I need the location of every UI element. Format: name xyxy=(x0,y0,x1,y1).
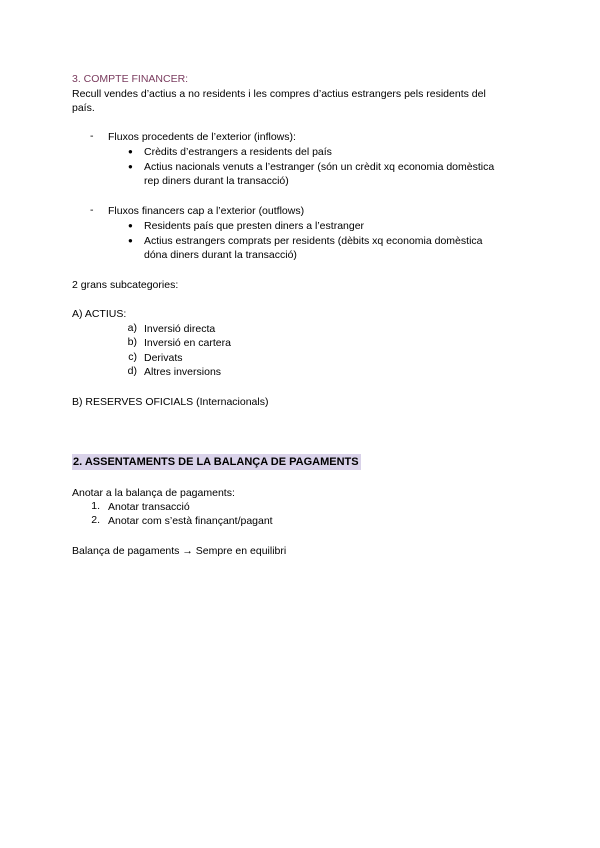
outflows-label: Fluxos financers cap a l’exterior (outflows) xyxy=(108,205,305,217)
dash-marker: - xyxy=(90,130,94,142)
actius-item: Inversió en cartera xyxy=(144,337,231,349)
step-item: Anotar com s’està finançant/pagant xyxy=(108,515,273,527)
inflows-item-2-line-2: rep diners durant la transacció) xyxy=(144,175,289,187)
reserves-label: B) RESERVES OFICIALS (Internacionals) xyxy=(72,396,269,408)
bullet-marker: ● xyxy=(128,221,133,230)
bullet-marker: ● xyxy=(128,236,133,245)
inflows-item-2-line-1: Actius nacionals venuts a l’estranger (són un crèdit xq economia domèstica xyxy=(144,161,495,173)
list-marker: 1. xyxy=(91,500,100,512)
section-3-title: 3. COMPTE FINANCER: xyxy=(72,73,189,85)
list-marker: d) xyxy=(127,365,137,377)
bullet-marker: ● xyxy=(128,162,133,171)
list-marker: b) xyxy=(127,336,137,348)
intro-line-2: país. xyxy=(72,102,95,114)
subcategories-text: 2 grans subcategories: xyxy=(72,279,179,291)
actius-item: Inversió directa xyxy=(144,323,216,335)
inflows-item-1: Crèdits d’estrangers a residents del país xyxy=(144,146,332,158)
bullet-marker: ● xyxy=(128,147,133,156)
outflows-item-2-line-1: Actius estrangers comprats per residents (dèbits xq economia domèstica xyxy=(144,235,483,247)
list-marker: c) xyxy=(128,351,137,363)
list-marker: a) xyxy=(127,322,137,334)
intro-line-1: Recull vendes d’actius a no residents i les compres d’actius estrangers pels residents del xyxy=(72,88,486,100)
step-item: Anotar transacció xyxy=(108,501,190,513)
actius-label: A) ACTIUS: xyxy=(72,308,127,320)
section-2-title: 2. ASSENTAMENTS DE LA BALANÇA DE PAGAMENTS xyxy=(73,456,359,468)
actius-item: Derivats xyxy=(144,352,183,364)
conclusion-text: Balança de pagaments → Sempre en equilibri xyxy=(72,545,287,557)
actius-item: Altres inversions xyxy=(144,366,222,378)
outflows-item-1: Residents país que presten diners a l’estranger xyxy=(144,220,365,232)
list-marker: 2. xyxy=(91,514,100,526)
outflows-item-2-line-2: dóna diners durant la transacció) xyxy=(144,249,297,261)
inflows-label: Fluxos procedents de l’exterior (inflows): xyxy=(108,131,296,143)
section-2-intro: Anotar a la balança de pagaments: xyxy=(72,487,235,499)
dash-marker: - xyxy=(90,204,94,216)
